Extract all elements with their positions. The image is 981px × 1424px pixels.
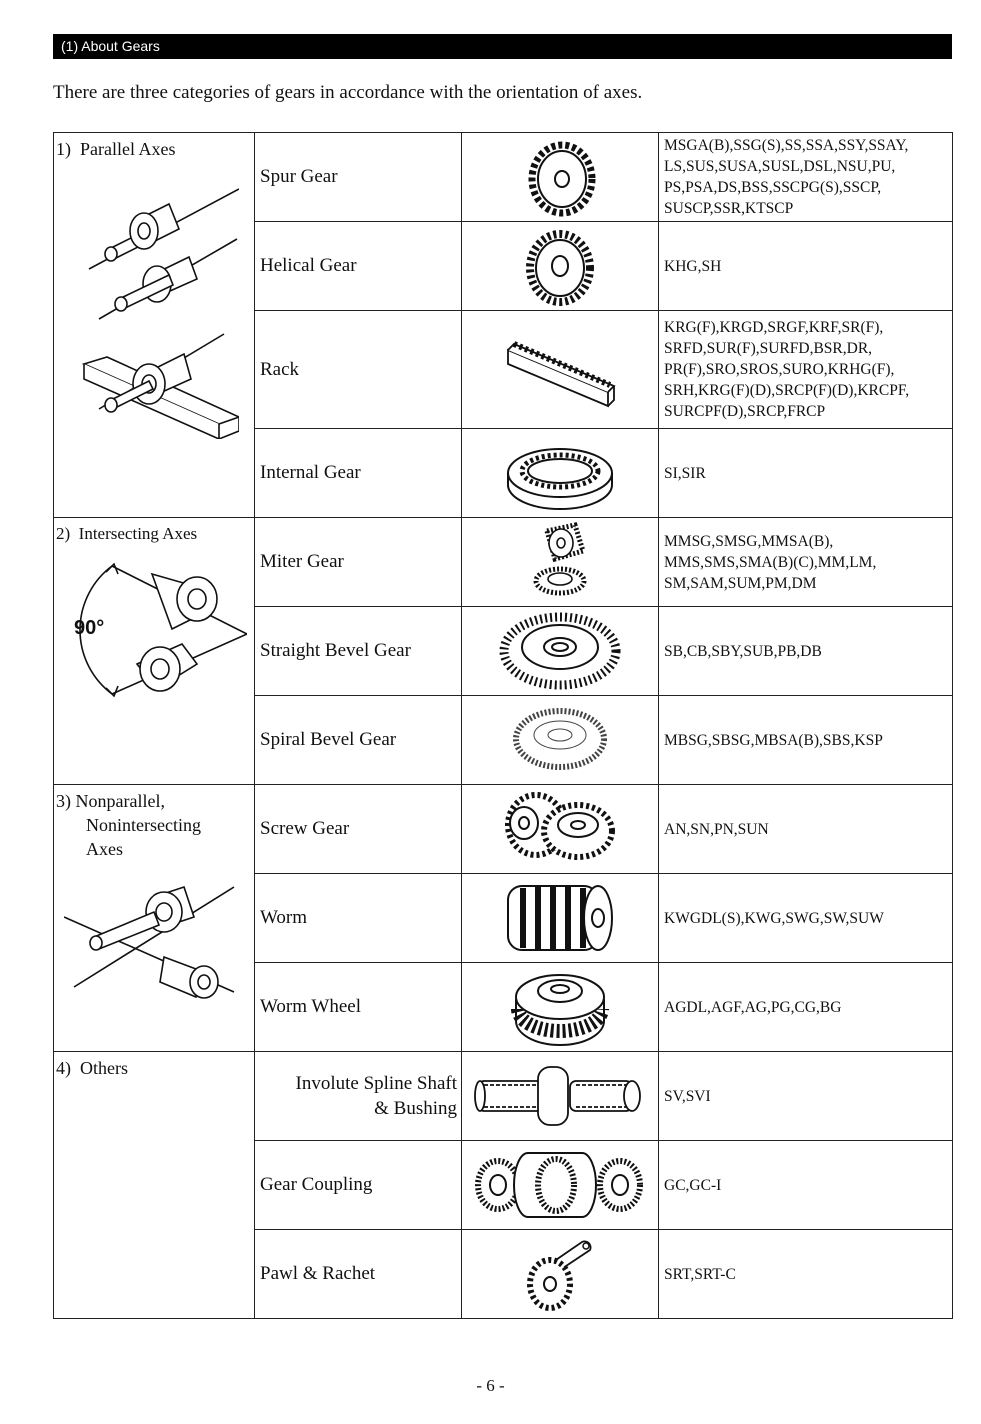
section-title-bar [53, 34, 952, 59]
codes-spline: SV,SVI [659, 1052, 953, 1141]
worm-wheel-icon [510, 965, 610, 1049]
gear-name-helical: Helical Gear [255, 222, 462, 311]
codes-coupling: GC,GC-I [659, 1141, 953, 1230]
category-title: Others [80, 1058, 128, 1078]
category-title-line: Nonintersecting [86, 815, 201, 835]
intersecting-axes-illustration-icon [62, 554, 247, 704]
straight-bevel-gear-icon [498, 611, 622, 691]
table-row [54, 133, 953, 222]
codes-worm-wheel: AGDL,AGF,AG,PG,CG,BG [659, 963, 953, 1052]
codes-screw: AN,SN,PN,SUN [659, 785, 953, 874]
codes-internal: SI,SIR [659, 429, 953, 518]
gear-name-straight-bevel: Straight Bevel Gear [255, 607, 462, 696]
codes-rack: KRG(F),KRGD,SRGF,KRF,SR(F), SRFD,SUR(F),SURFD,BSR,DR, PR(F),SRO,SROS,SURO,KRHG(F), SRH,KRG(F)(D),SRCP(F)(D),KRCPF, SURCPF(D),SRCP,FRCP [659, 311, 953, 429]
section-title: (1) About Gears [61, 38, 160, 54]
gear-name-miter: Miter Gear [255, 518, 462, 607]
category-number: 2) [56, 524, 71, 543]
gear-categories-table [53, 132, 953, 1319]
category-title-line: Nonparallel, [75, 791, 165, 811]
codes-pawl-ratchet: SRT,SRT-C [659, 1230, 953, 1319]
gear-name-screw: Screw Gear [255, 785, 462, 874]
category-number: 1) [56, 139, 71, 159]
spur-gear-icon [518, 137, 602, 217]
gear-name-rack: Rack [255, 311, 462, 429]
spline-shaft-icon [470, 1061, 650, 1131]
codes-miter: MMSG,SMSG,MMSA(B), MMS,SMS,SMA(B)(C),MM,LM, SM,SAM,SUM,PM,DM [659, 518, 953, 607]
worm-icon [498, 878, 622, 958]
table-row [54, 518, 953, 607]
page-number: - 6 - [476, 1376, 505, 1395]
codes-spiral-bevel: MBSG,SBSG,MBSA(B),SBS,KSP [659, 696, 953, 785]
pawl-ratchet-icon [520, 1234, 600, 1314]
internal-gear-icon [500, 433, 620, 513]
codes-worm: KWGDL(S),KWG,SWG,SW,SUW [659, 874, 953, 963]
gear-name-spiral-bevel: Spiral Bevel Gear [255, 696, 462, 785]
category-title: Intersecting Axes [78, 524, 198, 543]
table-row [54, 785, 953, 874]
gear-name-spur: Spur Gear [255, 133, 462, 222]
gear-coupling-icon [470, 1145, 650, 1225]
category-number: 3) [56, 791, 71, 811]
intro-text: There are three categories of gears in accordance with the orientation of axes. [53, 82, 643, 103]
codes-helical: KHG,SH [659, 222, 953, 311]
helical-gear-icon [518, 226, 602, 306]
category-intersecting-axes [54, 518, 255, 785]
gear-name-worm-wheel: Worm Wheel [255, 963, 462, 1052]
gear-name-coupling: Gear Coupling [255, 1141, 462, 1230]
codes-spur: MSGA(B),SSG(S),SS,SSA,SSY,SSAY, LS,SUS,SUSA,SUSL,DSL,NSU,PU, PS,PSA,DS,BSS,SSCPG(S),SSCP, SUSCP,SSR,KTSCP [659, 133, 953, 222]
spiral-bevel-gear-icon [510, 705, 610, 775]
category-number: 4) [56, 1058, 71, 1078]
angle-label: 90° [73, 617, 104, 639]
category-others [54, 1052, 255, 1319]
category-parallel-axes [54, 133, 255, 518]
gear-name-worm: Worm [255, 874, 462, 963]
screw-gear-icon [500, 789, 620, 869]
category-title: Parallel Axes [80, 139, 176, 159]
nonparallel-axes-illustration-icon [64, 867, 244, 1007]
table-row [54, 1052, 953, 1141]
category-nonparallel-axes [54, 785, 255, 1052]
gear-name-spline: Involute Spline Shaft & Bushing [255, 1052, 462, 1141]
codes-straight-bevel: SB,CB,SBY,SUB,PB,DB [659, 607, 953, 696]
parallel-axes-illustration-icon [69, 169, 239, 439]
category-title-line: Axes [86, 839, 123, 859]
miter-gear-icon [525, 521, 595, 603]
gear-name-pawl-ratchet: Pawl & Rachet [255, 1230, 462, 1319]
gear-name-internal: Internal Gear [255, 429, 462, 518]
rack-icon [500, 330, 620, 410]
